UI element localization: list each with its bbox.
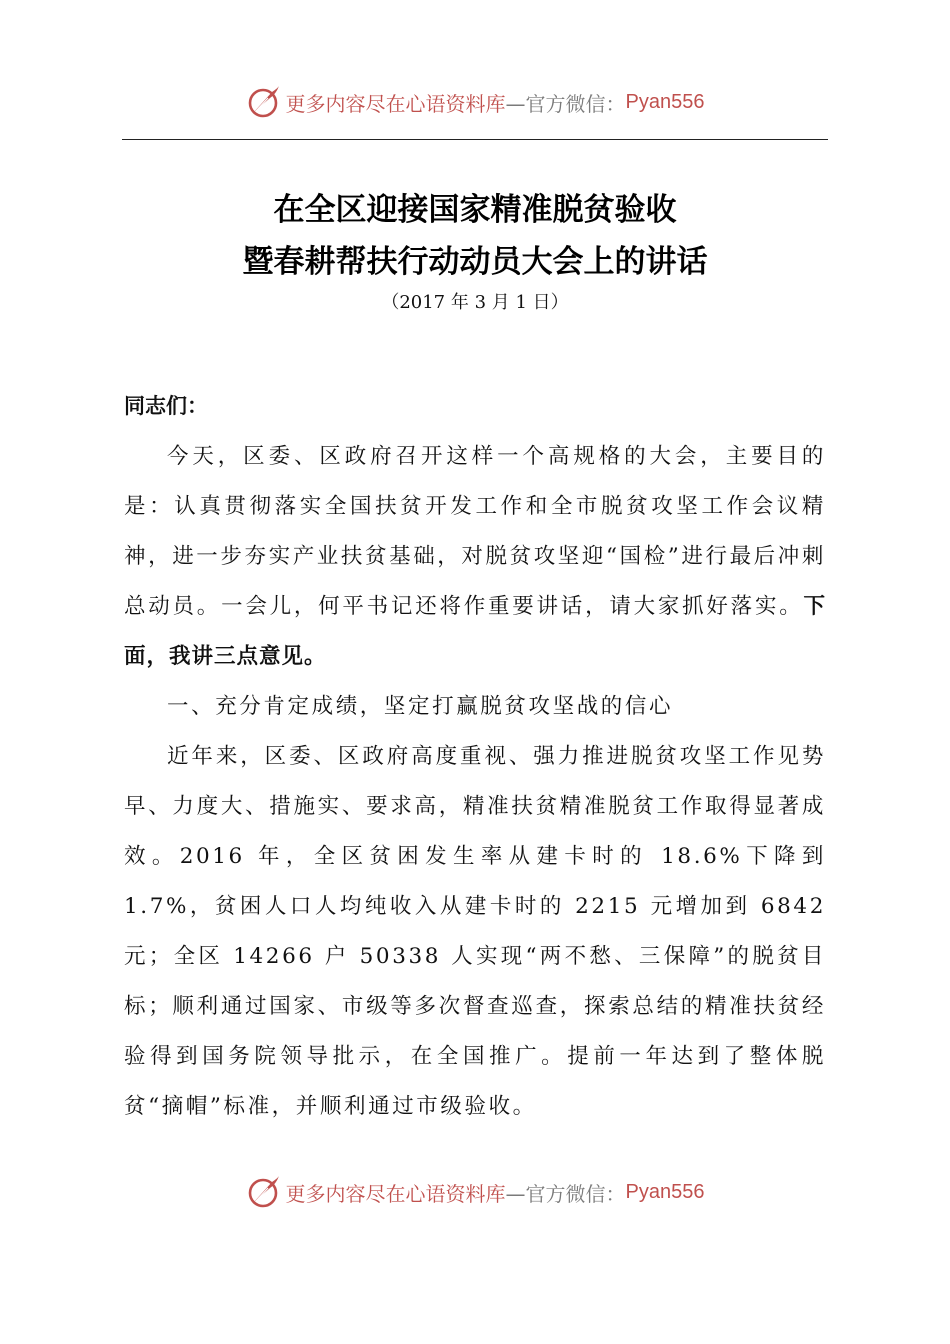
banner-brand-text: 更多内容尽在心语资料库 xyxy=(285,1181,506,1206)
header-banner xyxy=(0,82,950,122)
quill-logo-icon xyxy=(246,1174,282,1210)
greeting: 同志们： xyxy=(124,394,208,418)
paragraph-intro xyxy=(124,432,826,682)
section1-heading: 一、充分肯定成绩，坚定打赢脱贫攻坚战的信心 xyxy=(167,694,674,719)
document-body xyxy=(124,432,826,1132)
paragraph-achievements: 近年来，区委、区政府高度重视、强力推进脱贫攻坚工作见势早、力度大、措施实、要求高，精准扶贫精准脱贫工作取得显著成效。2016 年，全区贫困发生率从建卡时的 18.6%下降到 1.7%，贫困人口人均纯收入从建卡时的 2215 元增加到 6842 元；全区 14266 户 50338 人实现“两不愁、三保障”的脱贫目标；顺利通过国家、市级等多次督查巡查，探索总结的精准扶贫经验得到国务院领导批示，在全国推广。提前一年达到了整体脱贫“摘帽”标准，并顺利通过市级验收。 xyxy=(124,744,826,1119)
banner-brand-text: 更多内容尽在心语资料库 xyxy=(285,91,506,116)
document-date: （2017 年 3 月 1 日） xyxy=(381,292,569,313)
banner-sub-text: —官方微信： xyxy=(505,1181,626,1206)
paragraph-intro-text: 今天，区委、区政府召开这样一个高规格的大会，主要目的是：认真贯彻落实全国扶贫开发工作和全市脱贫攻坚工作会议精神，进一步夯实产业扶贫基础，对脱贫攻坚迎“国检”进行最后冲刺总动员。一会儿，何平书记还将作重要讲话，请大家抓好落实。 xyxy=(124,444,826,619)
document-title-line2: 暨春耕帮扶行动动员大会上的讲话 xyxy=(242,244,708,280)
banner-wechat-id: Pyan556 xyxy=(625,90,705,113)
header-divider xyxy=(122,139,828,140)
paragraph-intro-emphasis: 下面，我讲三点意见。 xyxy=(124,594,826,669)
footer-banner xyxy=(0,1172,950,1212)
quill-logo-icon xyxy=(246,84,282,120)
banner-wechat-id: Pyan556 xyxy=(625,1180,705,1203)
document-title-line1: 在全区迎接国家精准脱贫验收 xyxy=(273,192,677,228)
banner-sub-text: —官方微信： xyxy=(505,91,626,116)
